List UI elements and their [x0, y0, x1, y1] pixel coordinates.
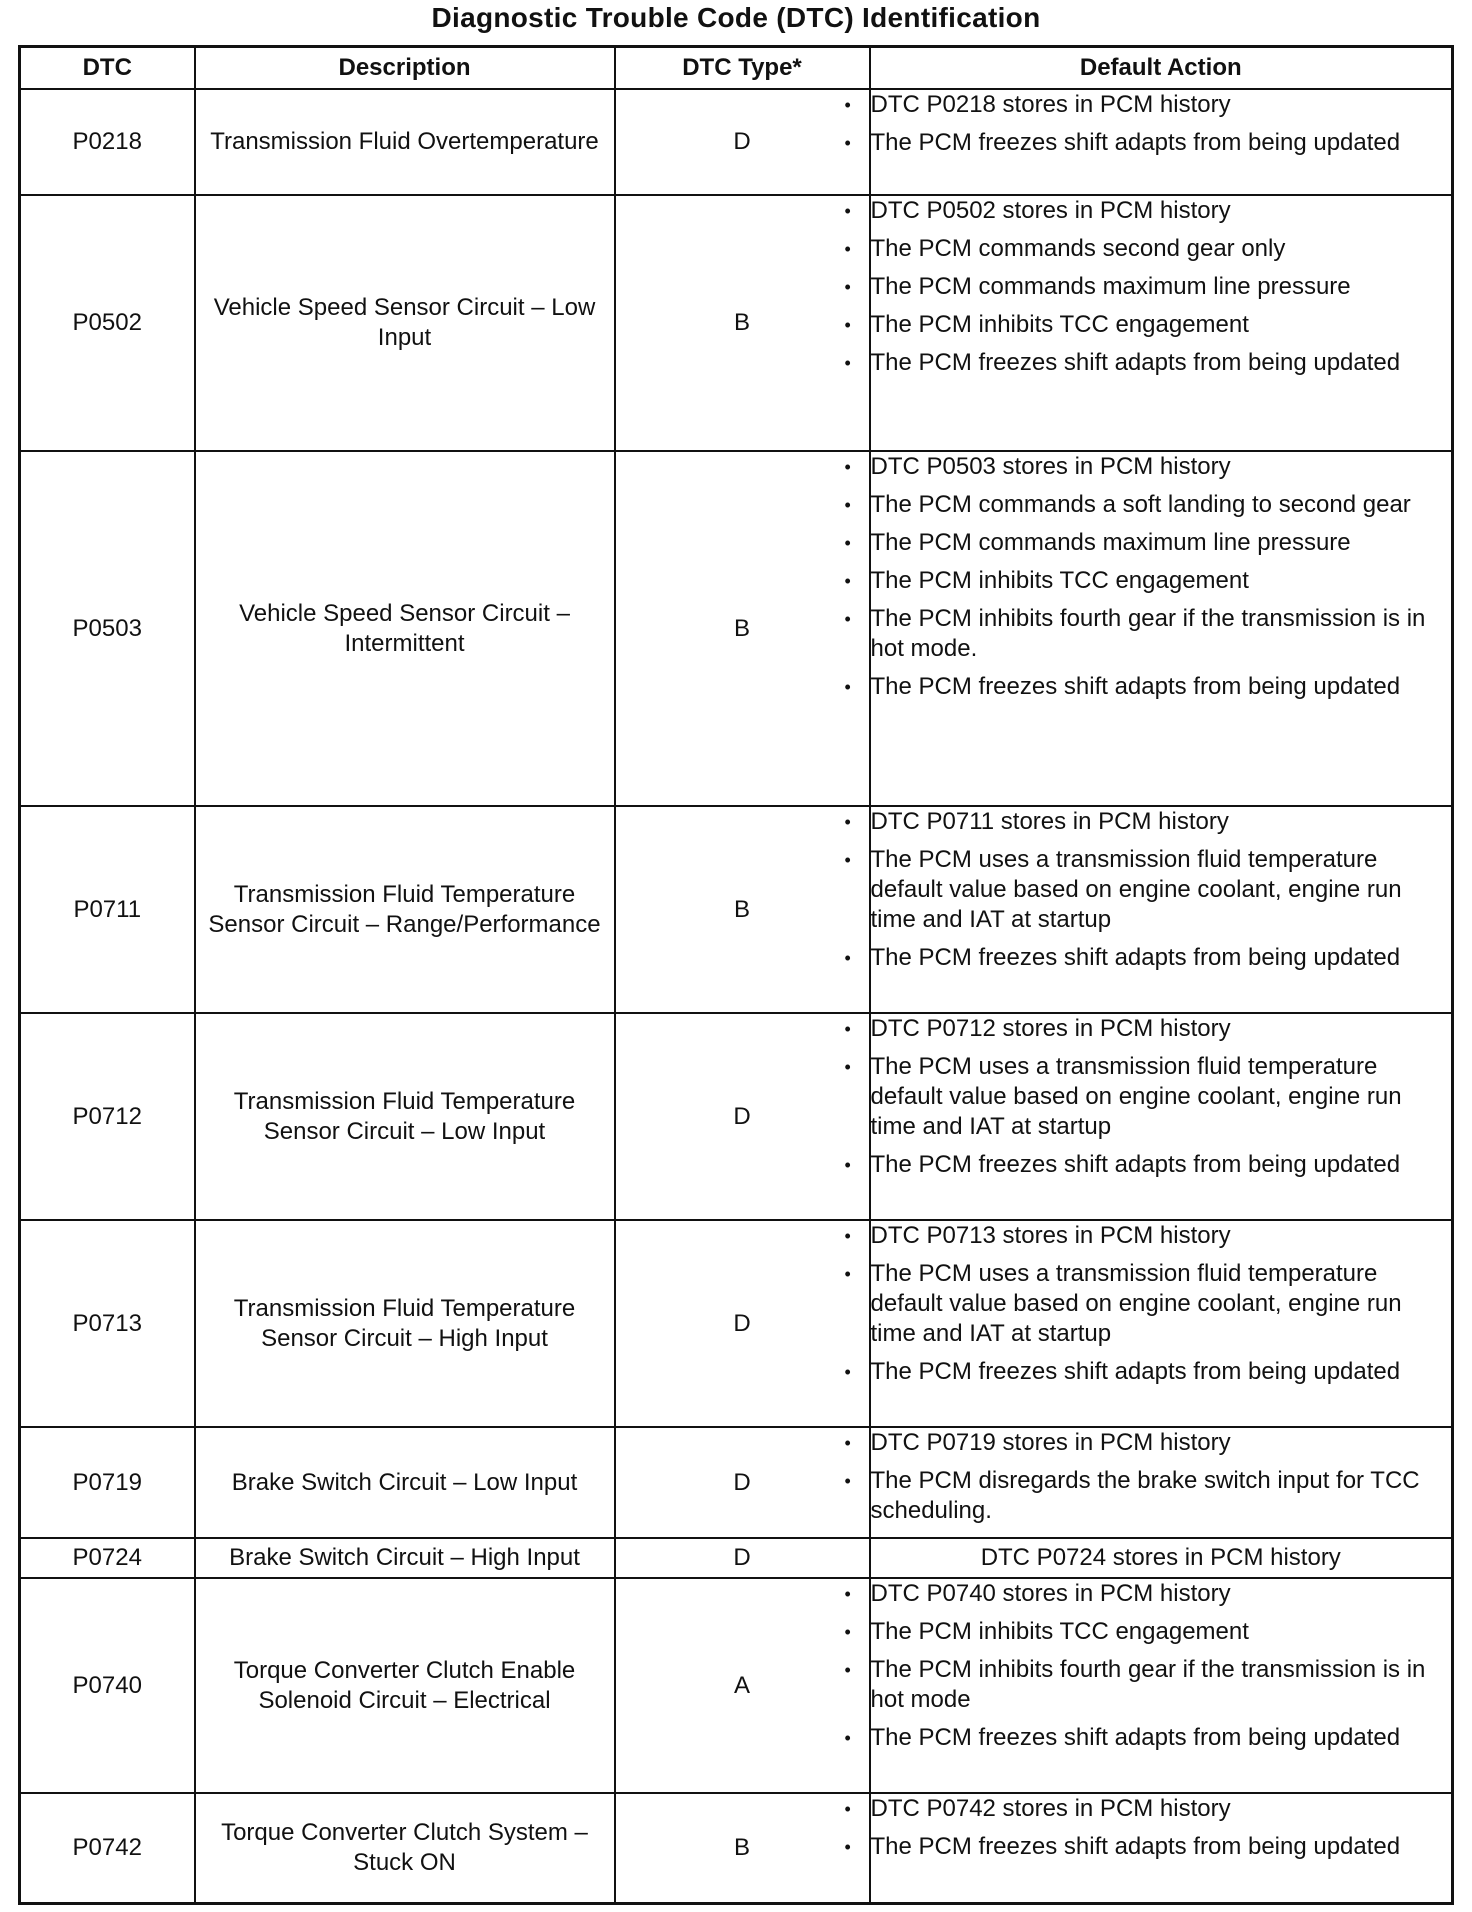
- action-item: • The PCM uses a transmission fluid temperature default value based on engine coolant, engine run time and IAT at startup: [871, 845, 1452, 935]
- dtc-type: B: [615, 195, 870, 451]
- dtc-code: P0719: [20, 1427, 195, 1538]
- dtc-type: B: [615, 806, 870, 1013]
- table-row: [20, 1013, 1453, 1220]
- default-action: [870, 195, 1453, 451]
- dtc-code: P0503: [20, 451, 195, 806]
- default-action: [870, 1793, 1453, 1903]
- action-item: • The PCM commands second gear only: [871, 234, 1452, 264]
- table-row: [20, 1793, 1453, 1903]
- dtc-description: Brake Switch Circuit – Low Input: [195, 1427, 615, 1538]
- dtc-description: Transmission Fluid Temperature Sensor Circuit – Range/Performance: [195, 806, 615, 1013]
- action-item: • The PCM commands maximum line pressure: [871, 528, 1452, 558]
- action-item: • DTC P0713 stores in PCM history: [871, 1221, 1452, 1251]
- default-action: [870, 451, 1453, 806]
- action-item: • The PCM inhibits fourth gear if the transmission is in hot mode.: [871, 604, 1452, 664]
- action-item: • The PCM freezes shift adapts from being updated: [871, 1357, 1452, 1387]
- action-item: • The PCM inhibits TCC engagement: [871, 310, 1452, 340]
- action-item: • The PCM freezes shift adapts from being updated: [871, 672, 1452, 702]
- table-row: [20, 1220, 1453, 1427]
- dtc-type: B: [615, 1793, 870, 1903]
- header-dtc: DTC: [20, 47, 195, 90]
- table-header-row: [20, 47, 1453, 90]
- header-dtc-type: DTC Type*: [615, 47, 870, 90]
- action-item: • The PCM disregards the brake switch input for TCC scheduling.: [871, 1466, 1452, 1526]
- action-item: • The PCM inhibits TCC engagement: [871, 1617, 1452, 1647]
- dtc-description: Vehicle Speed Sensor Circuit – Low Input: [195, 195, 615, 451]
- table-row: [20, 806, 1453, 1013]
- action-item: • DTC P0719 stores in PCM history: [871, 1428, 1452, 1458]
- action-item: • DTC P0503 stores in PCM history: [871, 452, 1452, 482]
- action-item: • The PCM inhibits fourth gear if the transmission is in hot mode: [871, 1655, 1452, 1715]
- dtc-table: [18, 45, 1454, 1905]
- dtc-description: Torque Converter Clutch System – Stuck ON: [195, 1793, 615, 1903]
- table-row: [20, 1538, 1453, 1578]
- action-item: • The PCM commands maximum line pressure: [871, 272, 1452, 302]
- action-item: • DTC P0218 stores in PCM history: [871, 90, 1452, 120]
- page-title: Diagnostic Trouble Code (DTC) Identification: [431, 2, 1041, 33]
- dtc-type: D: [615, 89, 870, 195]
- table-row: [20, 89, 1453, 195]
- action-item: • DTC P0711 stores in PCM history: [871, 807, 1452, 837]
- action-item: • The PCM inhibits TCC engagement: [871, 566, 1452, 596]
- dtc-description: Transmission Fluid Overtemperature: [195, 89, 615, 195]
- action-item: • The PCM freezes shift adapts from being updated: [871, 1723, 1452, 1753]
- default-action: [870, 1427, 1453, 1538]
- dtc-code: P0712: [20, 1013, 195, 1220]
- table-row: [20, 1578, 1453, 1793]
- dtc-code: P0724: [20, 1538, 195, 1578]
- default-action: DTC P0724 stores in PCM history: [870, 1538, 1453, 1578]
- default-action: [870, 806, 1453, 1013]
- dtc-code: P0742: [20, 1793, 195, 1903]
- dtc-code: P0218: [20, 89, 195, 195]
- dtc-description: Transmission Fluid Temperature Sensor Circuit – High Input: [195, 1220, 615, 1427]
- action-item: • The PCM freezes shift adapts from being updated: [871, 943, 1452, 973]
- dtc-code: P0713: [20, 1220, 195, 1427]
- action-item: • DTC P0712 stores in PCM history: [871, 1014, 1452, 1044]
- action-item: • The PCM freezes shift adapts from being updated: [871, 128, 1452, 158]
- dtc-type: D: [615, 1538, 870, 1578]
- default-action: [870, 1578, 1453, 1793]
- action-item: • The PCM freezes shift adapts from being updated: [871, 1832, 1452, 1862]
- dtc-type: D: [615, 1427, 870, 1538]
- action-item: • The PCM uses a transmission fluid temperature default value based on engine coolant, engine run time and IAT at startup: [871, 1259, 1452, 1349]
- table-row: [20, 195, 1453, 451]
- dtc-type: D: [615, 1013, 870, 1220]
- action-item: • The PCM commands a soft landing to second gear: [871, 490, 1452, 520]
- default-action: [870, 1013, 1453, 1220]
- action-item: • DTC P0742 stores in PCM history: [871, 1794, 1452, 1824]
- dtc-description: Brake Switch Circuit – High Input: [195, 1538, 615, 1578]
- dtc-type: D: [615, 1220, 870, 1427]
- table-row: [20, 451, 1453, 806]
- dtc-description: Torque Converter Clutch Enable Solenoid Circuit – Electrical: [195, 1578, 615, 1793]
- header-description: Description: [195, 47, 615, 90]
- dtc-description: Transmission Fluid Temperature Sensor Circuit – Low Input: [195, 1013, 615, 1220]
- dtc-description: Vehicle Speed Sensor Circuit – Intermittent: [195, 451, 615, 806]
- dtc-code: P0740: [20, 1578, 195, 1793]
- dtc-type: B: [615, 451, 870, 806]
- dtc-code: P0502: [20, 195, 195, 451]
- action-item: • DTC P0740 stores in PCM history: [871, 1579, 1452, 1609]
- table-row: [20, 1427, 1453, 1538]
- header-default-action: Default Action: [870, 47, 1453, 90]
- dtc-type: A: [615, 1578, 870, 1793]
- action-item: • The PCM freezes shift adapts from being updated: [871, 1150, 1452, 1180]
- default-action: [870, 89, 1453, 195]
- action-item: • The PCM uses a transmission fluid temperature default value based on engine coolant, engine run time and IAT at startup: [871, 1052, 1452, 1142]
- default-action: [870, 1220, 1453, 1427]
- action-item: • DTC P0502 stores in PCM history: [871, 196, 1452, 226]
- dtc-code: P0711: [20, 806, 195, 1013]
- action-item: • The PCM freezes shift adapts from being updated: [871, 348, 1452, 378]
